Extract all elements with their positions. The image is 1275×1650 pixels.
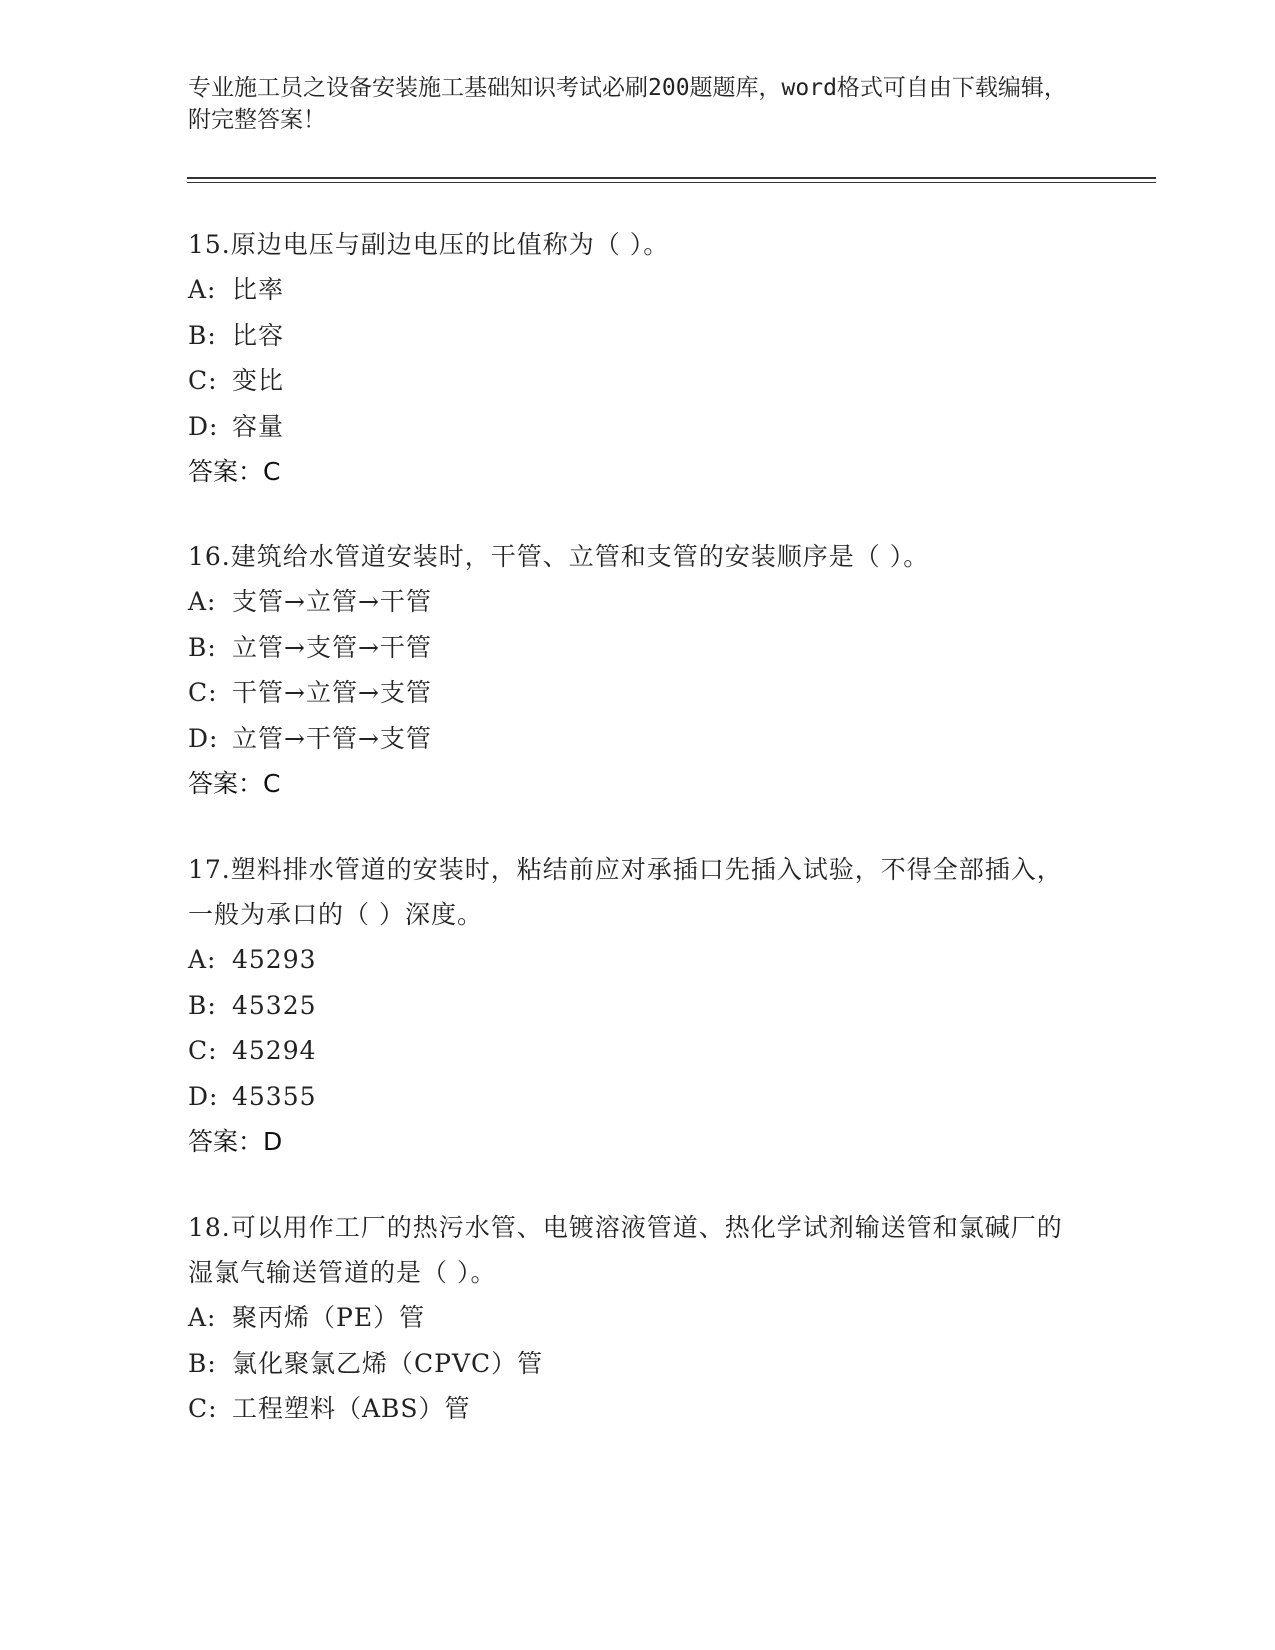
document-header: 专业施工员之设备安装施工基础知识考试必刷200题题库，word格式可自由下载编辑，附完整答案！ <box>188 75 1067 133</box>
option-letter: A: <box>188 275 217 304</box>
option-c <box>188 1386 1088 1432</box>
answer-line: 答案：D <box>188 1127 283 1156</box>
option-text: 比容 <box>232 320 285 350</box>
option-text: 立管→支管→干管 <box>232 632 432 662</box>
question-text: 15.原边电压与副边电压的比值称为（ ）。 <box>188 230 670 259</box>
option-text: 干管→立管→支管 <box>232 678 432 707</box>
header-divider-thick <box>187 177 1156 179</box>
option-text: 工程塑料（ABS）管 <box>232 1394 471 1423</box>
option-text: 45293 <box>232 945 317 974</box>
option-letter: B: <box>188 320 217 350</box>
option-text: 变比 <box>232 366 285 395</box>
option-d <box>188 716 1088 762</box>
option-letter: C: <box>188 1394 218 1423</box>
option-a <box>188 937 1088 983</box>
header-divider-thin <box>187 182 1156 183</box>
question-text: 18.可以用作工厂的热污水管、电镀溶液管道、热化学试剂输送管和氯碱厂的湿氯气输送管道的是（ ）。 <box>188 1213 1063 1287</box>
option-letter: C: <box>188 366 218 395</box>
option-text: 立管→干管→支管 <box>232 723 432 753</box>
option-b <box>188 1341 1088 1387</box>
question-16 <box>188 534 1088 806</box>
option-d <box>188 404 1088 450</box>
option-a <box>188 579 1088 625</box>
option-letter: A: <box>188 1303 217 1332</box>
option-text: 聚丙烯（PE）管 <box>232 1303 426 1332</box>
option-b <box>188 983 1088 1029</box>
question-text: 16.建筑给水管道安装时，干管、立管和支管的安装顺序是（ ）。 <box>188 542 930 571</box>
option-b <box>188 313 1088 359</box>
option-letter: C: <box>188 1036 218 1065</box>
option-text: 45325 <box>232 990 317 1020</box>
answer-line: 答案：C <box>188 769 281 798</box>
option-letter: C: <box>188 678 218 707</box>
question-text: 17.塑料排水管道的安装时，粘结前应对承插口先插入试验，不得全部插入，一般为承口的（ ）深度。 <box>188 855 1063 929</box>
option-text: 45294 <box>232 1036 317 1065</box>
option-a <box>188 267 1088 313</box>
option-d <box>188 1074 1088 1120</box>
option-text: 支管→立管→干管 <box>232 587 432 616</box>
option-letter: D: <box>188 411 219 441</box>
option-a <box>188 1295 1088 1341</box>
option-letter: A: <box>188 945 217 974</box>
option-letter: D: <box>188 1081 219 1111</box>
option-letter: D: <box>188 723 219 753</box>
option-letter: B: <box>188 990 217 1020</box>
option-text: 比率 <box>232 275 285 304</box>
option-text: 容量 <box>232 411 285 441</box>
option-letter: B: <box>188 1348 217 1378</box>
option-letter: B: <box>188 632 217 662</box>
option-b <box>188 625 1088 671</box>
option-text: 氯化聚氯乙烯（CPVC）管 <box>232 1348 544 1378</box>
option-text: 45355 <box>232 1081 317 1111</box>
option-c <box>188 1028 1088 1074</box>
option-c <box>188 670 1088 716</box>
question-15 <box>188 222 1088 494</box>
question-17 <box>188 847 1088 1164</box>
option-letter: A: <box>188 587 217 616</box>
answer-line: 答案：C <box>188 457 281 486</box>
question-18 <box>188 1205 1088 1432</box>
option-c <box>188 358 1088 404</box>
